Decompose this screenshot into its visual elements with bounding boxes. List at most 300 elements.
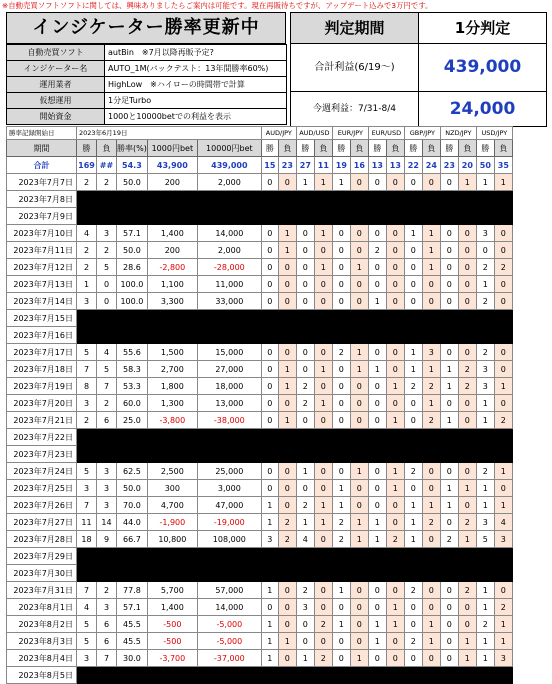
pair-win-count: 0 bbox=[476, 242, 494, 259]
pair-loss-count: 0 bbox=[494, 225, 512, 242]
pair-win-count: 1 bbox=[332, 582, 350, 599]
pair-loss-count: 0 bbox=[494, 361, 512, 378]
row-win: 3 bbox=[77, 650, 97, 667]
pair-loss-count: 0 bbox=[494, 293, 512, 310]
pair-loss-count: 0 bbox=[458, 259, 476, 276]
pair-loss-count: 2 bbox=[458, 582, 476, 599]
row-bet1000: 200 bbox=[147, 242, 197, 259]
pair-loss-count: 1 bbox=[350, 259, 368, 276]
row-date: 2023年7月12日 bbox=[7, 259, 77, 276]
row-rate: 100.0 bbox=[117, 293, 148, 310]
pair-loss-count: 0 bbox=[386, 582, 404, 599]
pair-win-count: 2 bbox=[404, 463, 422, 480]
info-row bbox=[7, 109, 287, 125]
pair-win-count: 0 bbox=[440, 276, 458, 293]
pair-win-count: 0 bbox=[296, 633, 314, 650]
row-loss: 0 bbox=[97, 293, 117, 310]
pair-win-count: 1 bbox=[404, 531, 422, 548]
row-date: 2023年7月15日 bbox=[7, 310, 77, 327]
pair-loss-header: 負 bbox=[386, 140, 404, 157]
row-date: 2023年7月26日 bbox=[7, 497, 77, 514]
pair-win-count: 0 bbox=[404, 395, 422, 412]
row-bet1000: 1,800 bbox=[147, 378, 197, 395]
pair-loss-count: 2 bbox=[314, 650, 332, 667]
row-bet10000: 47,000 bbox=[197, 497, 261, 514]
row-bet1000: 2,700 bbox=[147, 361, 197, 378]
pair-loss-count: 1 bbox=[314, 259, 332, 276]
row-bet1000: 1,400 bbox=[147, 599, 197, 616]
pair-win-count: 0 bbox=[296, 293, 314, 310]
pair-win-count: 0 bbox=[404, 650, 422, 667]
pair-win-header: 勝 bbox=[476, 140, 494, 157]
pair-loss-count: 1 bbox=[422, 616, 440, 633]
row-bet1000: 1,100 bbox=[147, 276, 197, 293]
pair-win-count: 0 bbox=[404, 242, 422, 259]
total-profit-label: 合計利益(6/19〜) bbox=[290, 43, 419, 92]
pair-win-count: 0 bbox=[261, 293, 278, 310]
pair-win-count: 3 bbox=[261, 531, 278, 548]
pair-loss-count: 0 bbox=[422, 650, 440, 667]
table-row bbox=[7, 497, 513, 514]
judgement-panel bbox=[290, 12, 547, 140]
pair-name: NZD/JPY bbox=[440, 127, 476, 140]
row-date: 2023年7月18日 bbox=[7, 361, 77, 378]
pair-win-count: 0 bbox=[332, 276, 350, 293]
start-date-value: 2023年6月19日 bbox=[77, 127, 262, 140]
pair-loss-count: 0 bbox=[386, 633, 404, 650]
pair-loss-count: 0 bbox=[458, 276, 476, 293]
total-pair-count: 15 bbox=[261, 157, 278, 174]
row-date: 2023年7月25日 bbox=[7, 480, 77, 497]
pair-win-count: 0 bbox=[332, 395, 350, 412]
pair-win-count: 0 bbox=[404, 599, 422, 616]
pair-loss-count: 1 bbox=[314, 497, 332, 514]
pair-win-count: 1 bbox=[368, 514, 386, 531]
pair-loss-header: 負 bbox=[458, 140, 476, 157]
pair-win-count: 1 bbox=[440, 497, 458, 514]
pair-loss-count: 0 bbox=[314, 599, 332, 616]
row-bet10000: 14,000 bbox=[197, 225, 261, 242]
pair-win-count: 1 bbox=[476, 480, 494, 497]
pair-name: AUD/JPY bbox=[261, 127, 296, 140]
pair-win-count: 0 bbox=[332, 361, 350, 378]
pair-loss-count: 0 bbox=[278, 582, 296, 599]
column-header-row bbox=[7, 140, 513, 157]
pair-loss-count: 0 bbox=[314, 480, 332, 497]
pair-win-count: 0 bbox=[404, 174, 422, 191]
pair-loss-count: 0 bbox=[494, 242, 512, 259]
pair-loss-count: 0 bbox=[386, 361, 404, 378]
pair-win-count: 0 bbox=[368, 344, 386, 361]
pair-loss-count: 1 bbox=[458, 531, 476, 548]
pair-win-count: 0 bbox=[332, 378, 350, 395]
row-date: 2023年8月2日 bbox=[7, 616, 77, 633]
pair-loss-count: 1 bbox=[278, 242, 296, 259]
total-pair-count: 35 bbox=[494, 157, 512, 174]
row-win: 2 bbox=[77, 242, 97, 259]
pair-loss-count: 0 bbox=[458, 463, 476, 480]
pair-loss-count: 0 bbox=[314, 633, 332, 650]
total-pair-count: 22 bbox=[404, 157, 422, 174]
pair-win-count: 0 bbox=[332, 633, 350, 650]
pair-loss-count: 0 bbox=[458, 497, 476, 514]
row-rate: 66.7 bbox=[117, 531, 148, 548]
table-row bbox=[7, 191, 513, 208]
pair-win-count: 0 bbox=[404, 259, 422, 276]
row-bet10000: 15,000 bbox=[197, 344, 261, 361]
row-bet1000: -500 bbox=[147, 616, 197, 633]
pair-loss-count: 0 bbox=[350, 616, 368, 633]
row-bet1000: 300 bbox=[147, 480, 197, 497]
pair-win-count: 1 bbox=[368, 293, 386, 310]
row-win: 5 bbox=[77, 344, 97, 361]
row-win: 3 bbox=[77, 395, 97, 412]
total-pair-count: 11 bbox=[314, 157, 332, 174]
table-row bbox=[7, 293, 513, 310]
pair-loss-count: 2 bbox=[422, 378, 440, 395]
row-rate: 50.0 bbox=[117, 242, 148, 259]
pair-loss-count: 1 bbox=[278, 225, 296, 242]
pair-loss-count: 2 bbox=[314, 616, 332, 633]
row-rate: 55.6 bbox=[117, 344, 148, 361]
pair-win-count: 0 bbox=[404, 293, 422, 310]
pair-loss-count: 0 bbox=[278, 480, 296, 497]
no-trade-fill bbox=[77, 667, 513, 684]
pair-loss-count: 1 bbox=[422, 259, 440, 276]
table-row bbox=[7, 599, 513, 616]
pair-win-count: 4 bbox=[296, 531, 314, 548]
row-win: 11 bbox=[77, 514, 97, 531]
row-bet1000: -3,700 bbox=[147, 650, 197, 667]
pair-win-count: 1 bbox=[368, 531, 386, 548]
pair-win-count: 0 bbox=[261, 378, 278, 395]
row-rate: 53.3 bbox=[117, 378, 148, 395]
table-row bbox=[7, 667, 513, 684]
pair-loss-count: 0 bbox=[314, 378, 332, 395]
pair-win-count: 0 bbox=[440, 174, 458, 191]
pair-loss-count: 0 bbox=[386, 293, 404, 310]
pair-loss-count: 1 bbox=[458, 650, 476, 667]
pair-win-count: 0 bbox=[296, 344, 314, 361]
pair-win-count: 1 bbox=[476, 412, 494, 429]
row-rate: 25.0 bbox=[117, 412, 148, 429]
pair-win-header: 勝 bbox=[261, 140, 278, 157]
pair-win-count: 2 bbox=[476, 463, 494, 480]
row-bet1000: 10,800 bbox=[147, 531, 197, 548]
row-bet10000: -19,000 bbox=[197, 514, 261, 531]
pair-loss-count: 1 bbox=[386, 480, 404, 497]
pair-loss-count: 0 bbox=[458, 412, 476, 429]
table-row bbox=[7, 548, 513, 565]
row-rate: 44.0 bbox=[117, 514, 148, 531]
pair-loss-count: 0 bbox=[350, 395, 368, 412]
pair-loss-count: 0 bbox=[458, 599, 476, 616]
row-bet10000: 2,000 bbox=[197, 174, 261, 191]
info-row bbox=[7, 61, 287, 77]
pair-win-count: 0 bbox=[332, 293, 350, 310]
total-bet10000: 439,000 bbox=[197, 157, 261, 174]
pair-win-count: 1 bbox=[440, 361, 458, 378]
pair-loss-count: 0 bbox=[386, 225, 404, 242]
pair-loss-count: 0 bbox=[494, 582, 512, 599]
row-loss: 6 bbox=[97, 616, 117, 633]
pair-win-count: 0 bbox=[368, 174, 386, 191]
pair-loss-count: 1 bbox=[458, 480, 476, 497]
pair-loss-count: 2 bbox=[494, 259, 512, 276]
pair-loss-count: 2 bbox=[458, 378, 476, 395]
pair-loss-count: 1 bbox=[314, 174, 332, 191]
pair-loss-count: 0 bbox=[350, 174, 368, 191]
pair-loss-count: 0 bbox=[350, 633, 368, 650]
pair-loss-count: 1 bbox=[314, 361, 332, 378]
row-bet1000: 5,700 bbox=[147, 582, 197, 599]
pair-win-count: 1 bbox=[296, 174, 314, 191]
row-date: 2023年7月20日 bbox=[7, 395, 77, 412]
table-row bbox=[7, 395, 513, 412]
row-date: 2023年7月28日 bbox=[7, 531, 77, 548]
table-row bbox=[7, 276, 513, 293]
pair-win-count: 1 bbox=[332, 174, 350, 191]
row-loss: 2 bbox=[97, 395, 117, 412]
total-bet1000: 43,900 bbox=[147, 157, 197, 174]
pair-loss-count: 1 bbox=[458, 633, 476, 650]
pair-win-count: 1 bbox=[368, 616, 386, 633]
pair-win-count: 1 bbox=[296, 463, 314, 480]
pair-win-count: 0 bbox=[261, 344, 278, 361]
pair-loss-count: 2 bbox=[458, 514, 476, 531]
pair-win-count: 0 bbox=[296, 276, 314, 293]
row-bet10000: -28,000 bbox=[197, 259, 261, 276]
pair-win-count: 0 bbox=[296, 225, 314, 242]
column-header-bet1000: 1000円bet bbox=[147, 140, 197, 157]
row-win: 5 bbox=[77, 633, 97, 650]
pair-win-count: 0 bbox=[261, 599, 278, 616]
pair-loss-count: 0 bbox=[350, 582, 368, 599]
row-date: 2023年7月31日 bbox=[7, 582, 77, 599]
row-bet10000: 13,000 bbox=[197, 395, 261, 412]
pair-loss-count: 1 bbox=[422, 225, 440, 242]
pair-loss-count: 1 bbox=[350, 361, 368, 378]
pair-win-count: 0 bbox=[332, 650, 350, 667]
pair-loss-count: 0 bbox=[386, 514, 404, 531]
pair-loss-count: 0 bbox=[386, 344, 404, 361]
info-table bbox=[6, 44, 287, 125]
row-win: 5 bbox=[77, 616, 97, 633]
no-trade-fill bbox=[77, 548, 513, 565]
pair-win-count: 2 bbox=[332, 344, 350, 361]
pair-win-count: 1 bbox=[332, 480, 350, 497]
pair-win-count: 0 bbox=[368, 582, 386, 599]
pair-win-count: 1 bbox=[261, 616, 278, 633]
info-label: インジケーター名 bbox=[7, 61, 105, 77]
pair-win-count: 1 bbox=[440, 480, 458, 497]
pair-win-count: 1 bbox=[404, 344, 422, 361]
row-date: 2023年8月1日 bbox=[7, 599, 77, 616]
pair-loss-count: 0 bbox=[314, 276, 332, 293]
pair-loss-count: 0 bbox=[458, 293, 476, 310]
row-rate: 58.3 bbox=[117, 361, 148, 378]
pair-win-count: 0 bbox=[404, 480, 422, 497]
info-value: AUTO_1M(バックテスト：13年間勝率60%) bbox=[105, 61, 287, 77]
pair-loss-count: 0 bbox=[278, 616, 296, 633]
pair-win-count: 0 bbox=[440, 514, 458, 531]
pair-win-count: 0 bbox=[368, 276, 386, 293]
table-row bbox=[7, 633, 513, 650]
row-rate: 62.5 bbox=[117, 463, 148, 480]
results-table bbox=[6, 126, 513, 684]
row-date: 2023年7月16日 bbox=[7, 327, 77, 344]
pair-win-count: 0 bbox=[440, 293, 458, 310]
row-bet1000: -2,800 bbox=[147, 259, 197, 276]
pair-loss-count: 1 bbox=[314, 514, 332, 531]
pair-loss-count: 0 bbox=[422, 293, 440, 310]
pair-loss-count: 3 bbox=[422, 344, 440, 361]
row-rate: 45.5 bbox=[117, 633, 148, 650]
pair-win-count: 2 bbox=[296, 395, 314, 412]
pair-loss-count: 0 bbox=[386, 395, 404, 412]
pair-win-count: 0 bbox=[440, 616, 458, 633]
pair-loss-count: 1 bbox=[422, 633, 440, 650]
pair-loss-count: 0 bbox=[314, 463, 332, 480]
total-label: 合計 bbox=[7, 157, 77, 174]
total-rate: 54.3 bbox=[117, 157, 148, 174]
judgement-period: 1分判定 bbox=[418, 12, 547, 44]
pair-win-count: 0 bbox=[296, 412, 314, 429]
row-loss: 6 bbox=[97, 633, 117, 650]
total-row bbox=[7, 157, 513, 174]
pair-win-count: 0 bbox=[368, 225, 386, 242]
pair-loss-count: 0 bbox=[458, 242, 476, 259]
pair-win-count: 1 bbox=[261, 633, 278, 650]
pair-loss-count: 0 bbox=[278, 497, 296, 514]
pair-loss-count: 0 bbox=[278, 293, 296, 310]
column-header-rate: 勝率(%) bbox=[117, 140, 148, 157]
pair-win-count: 1 bbox=[440, 378, 458, 395]
pair-loss-count: 0 bbox=[422, 463, 440, 480]
total-pair-count: 24 bbox=[422, 157, 440, 174]
row-rate: 70.0 bbox=[117, 497, 148, 514]
pair-loss-count: 0 bbox=[278, 174, 296, 191]
row-bet1000: -500 bbox=[147, 633, 197, 650]
column-header-bet10000: 10000円bet bbox=[197, 140, 261, 157]
pair-loss-count: 0 bbox=[350, 225, 368, 242]
table-row bbox=[7, 310, 513, 327]
pair-loss-count: 0 bbox=[494, 480, 512, 497]
pair-win-count: 1 bbox=[261, 514, 278, 531]
pair-loss-count: 0 bbox=[350, 293, 368, 310]
pair-loss-count: 1 bbox=[350, 531, 368, 548]
pair-loss-count: 1 bbox=[278, 361, 296, 378]
total-pair-count: 13 bbox=[368, 157, 386, 174]
row-date: 2023年7月22日 bbox=[7, 429, 77, 446]
pair-win-count: 0 bbox=[261, 259, 278, 276]
row-bet10000: -5,000 bbox=[197, 616, 261, 633]
pair-win-count: 0 bbox=[296, 616, 314, 633]
judgement-title: 判定期間 bbox=[290, 12, 419, 44]
pair-loss-count: 0 bbox=[386, 174, 404, 191]
pair-loss-count: 1 bbox=[494, 463, 512, 480]
row-date: 2023年7月27日 bbox=[7, 514, 77, 531]
row-bet1000: 4,700 bbox=[147, 497, 197, 514]
pair-win-count: 2 bbox=[296, 378, 314, 395]
pair-win-count: 2 bbox=[404, 633, 422, 650]
pair-win-count: 1 bbox=[404, 514, 422, 531]
total-loss: ## bbox=[97, 157, 117, 174]
pair-win-count: 0 bbox=[440, 344, 458, 361]
row-bet1000: 1,300 bbox=[147, 395, 197, 412]
info-label: 自動売買ソフト bbox=[7, 45, 105, 61]
pair-loss-count: 0 bbox=[386, 497, 404, 514]
table-row bbox=[7, 208, 513, 225]
info-row bbox=[7, 77, 287, 93]
row-rate: 50.0 bbox=[117, 174, 148, 191]
pair-loss-count: 0 bbox=[458, 344, 476, 361]
pair-loss-count: 0 bbox=[314, 582, 332, 599]
pair-loss-count: 1 bbox=[494, 616, 512, 633]
pair-win-count: 0 bbox=[440, 582, 458, 599]
total-pair-count: 27 bbox=[296, 157, 314, 174]
pair-win-count: 1 bbox=[261, 582, 278, 599]
pair-win-header: 勝 bbox=[332, 140, 350, 157]
info-value: 1000と10000betでの利益を表示 bbox=[105, 109, 287, 125]
row-win: 1 bbox=[77, 276, 97, 293]
row-win: 7 bbox=[77, 497, 97, 514]
pair-win-count: 0 bbox=[440, 259, 458, 276]
pair-win-count: 2 bbox=[368, 242, 386, 259]
total-pair-count: 23 bbox=[440, 157, 458, 174]
row-loss: 3 bbox=[97, 463, 117, 480]
pair-win-count: 1 bbox=[261, 650, 278, 667]
pair-win-count: 0 bbox=[332, 242, 350, 259]
row-win: 3 bbox=[77, 293, 97, 310]
row-bet10000: 33,000 bbox=[197, 293, 261, 310]
pair-win-count: 1 bbox=[440, 412, 458, 429]
pair-win-count: 0 bbox=[368, 463, 386, 480]
pair-loss-count: 2 bbox=[494, 412, 512, 429]
pair-win-count: 0 bbox=[332, 599, 350, 616]
pair-win-count: 0 bbox=[332, 259, 350, 276]
pair-win-count: 0 bbox=[440, 650, 458, 667]
pair-win-count: 0 bbox=[368, 395, 386, 412]
column-header-period: 期間 bbox=[7, 140, 77, 157]
pair-loss-count: 1 bbox=[422, 395, 440, 412]
pair-loss-count: 0 bbox=[314, 344, 332, 361]
row-bet10000: 27,000 bbox=[197, 361, 261, 378]
table-row bbox=[7, 327, 513, 344]
row-date: 2023年7月29日 bbox=[7, 548, 77, 565]
pair-win-count: 2 bbox=[476, 259, 494, 276]
row-date: 2023年7月7日 bbox=[7, 174, 77, 191]
row-win: 2 bbox=[77, 174, 97, 191]
row-date: 2023年7月9日 bbox=[7, 208, 77, 225]
pair-loss-count: 1 bbox=[422, 242, 440, 259]
pair-loss-count: 4 bbox=[494, 514, 512, 531]
pair-loss-count: 0 bbox=[278, 259, 296, 276]
info-row bbox=[7, 93, 287, 109]
pair-loss-count: 1 bbox=[350, 650, 368, 667]
pair-win-count: 0 bbox=[440, 599, 458, 616]
table-row bbox=[7, 174, 513, 191]
info-label: 開始資金 bbox=[7, 109, 105, 125]
pair-win-count: 0 bbox=[440, 463, 458, 480]
no-trade-fill bbox=[77, 191, 513, 208]
no-trade-fill bbox=[77, 327, 513, 344]
table-row bbox=[7, 242, 513, 259]
table-row bbox=[7, 582, 513, 599]
pair-loss-header: 負 bbox=[422, 140, 440, 157]
pair-loss-count: 2 bbox=[278, 531, 296, 548]
pair-loss-count: 0 bbox=[350, 378, 368, 395]
